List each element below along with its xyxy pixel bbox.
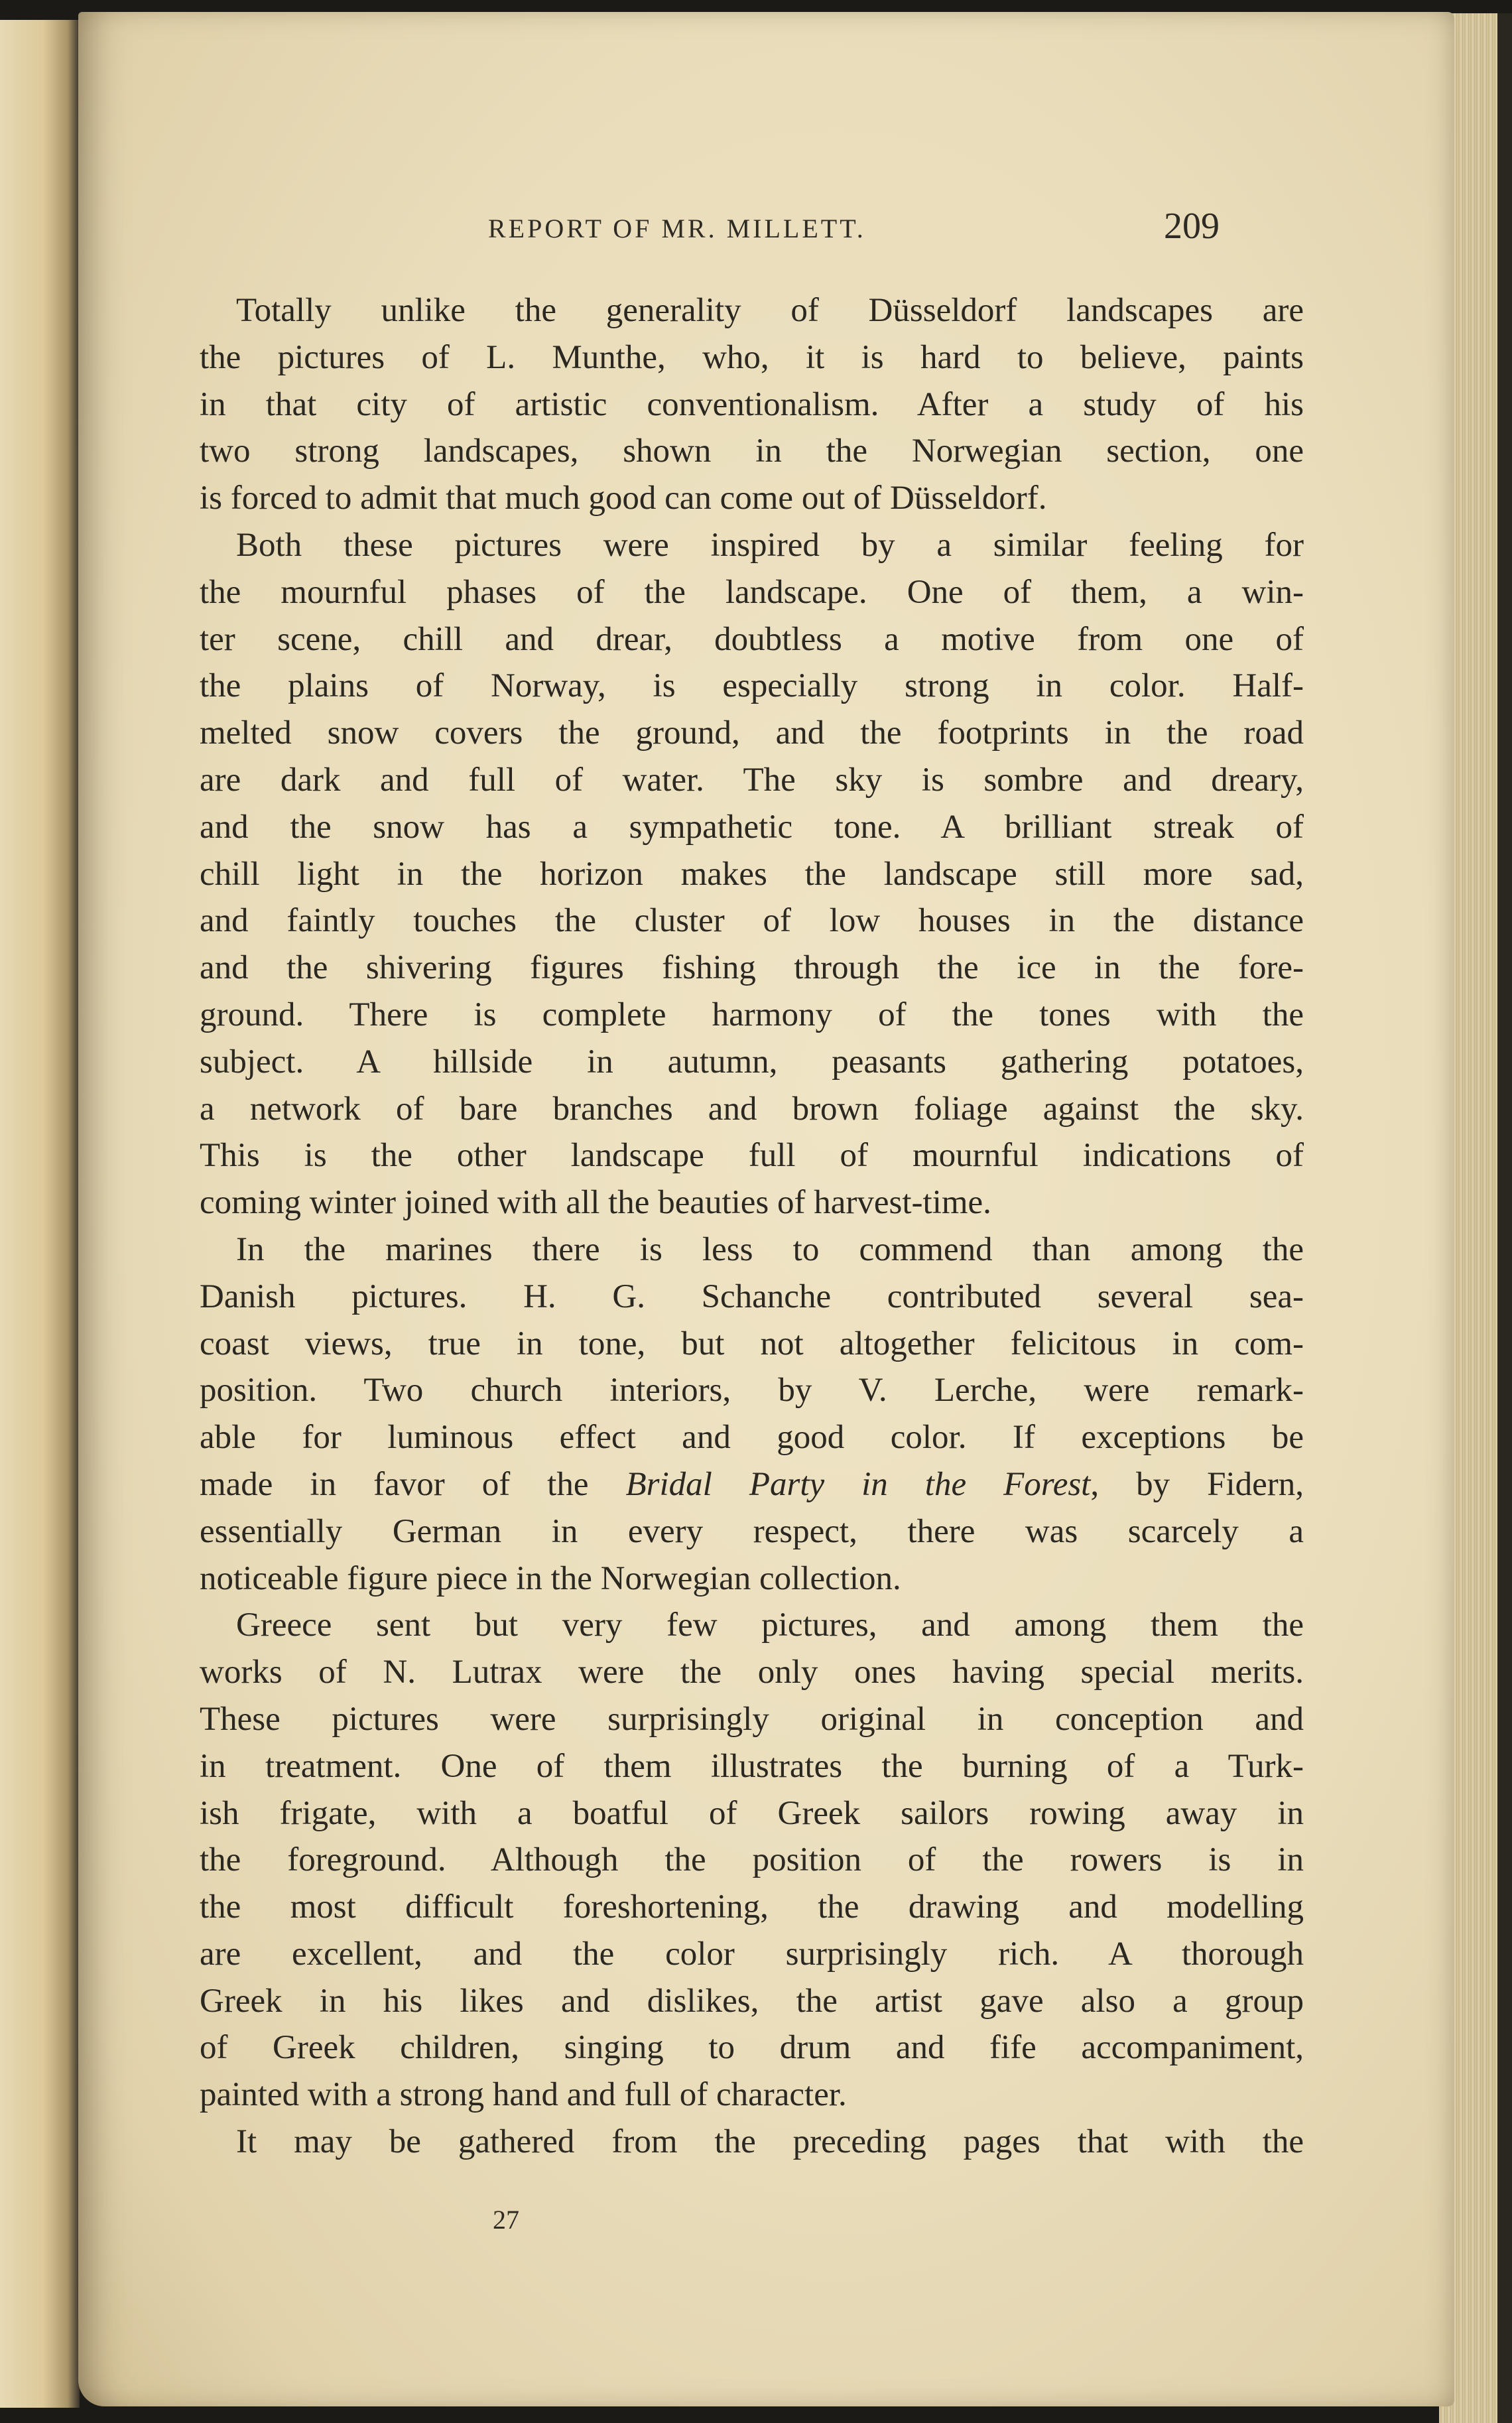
- text-line: able for luminous effect and good color. If exceptions be: [200, 1419, 1304, 1457]
- text-line: the foreground. Although the position of the rowers is in: [200, 1841, 1304, 1879]
- text-line: Both these pictures were inspired by a similar feeling for: [236, 526, 1304, 564]
- text-line: Greek in his likes and dislikes, the artist gave also a group: [200, 1982, 1304, 2020]
- text-line: the most difficult foreshortening, the drawing and modelling: [200, 1888, 1304, 1926]
- text-line: in that city of artistic conventionalism. After a study of his: [200, 385, 1304, 423]
- body-text: [200, 287, 1304, 2166]
- running-head: REPORT OF MR. MILLETT.: [488, 214, 866, 243]
- paragraph: [200, 1602, 1304, 2119]
- text-line: are dark and full of water. The sky is sombre and dreary,: [200, 761, 1304, 799]
- paragraph: [200, 287, 1304, 522]
- text-line: In the marines there is less to commend than among the: [236, 1230, 1304, 1268]
- text-line: are excellent, and the color surprisingly rich. A thorough: [200, 1935, 1304, 1973]
- text-line: coast views, true in tone, but not altogether felicitous in com-: [200, 1325, 1304, 1362]
- text-line: chill light in the horizon makes the landscape still more sad,: [200, 855, 1304, 893]
- paragraph: [200, 2119, 1304, 2166]
- text-line: two strong landscapes, shown in the Norwegian section, one: [200, 432, 1304, 470]
- book-page: [78, 12, 1454, 2406]
- text-line: Totally unlike the generality of Düsseldorf landscapes are: [236, 292, 1304, 329]
- page-number: 209: [1164, 206, 1220, 247]
- text-line: a network of bare branches and brown foliage against the sky.: [200, 1090, 1304, 1128]
- text-line: coming winter joined with all the beauties of harvest-time.: [200, 1184, 991, 1222]
- text-line: the mournful phases of the landscape. One of them, a win-: [200, 573, 1304, 611]
- text-line-with-title: [200, 1461, 1304, 1508]
- text-line: melted snow covers the ground, and the footprints in the road: [200, 714, 1304, 752]
- text-line: ter scene, chill and drear, doubtless a motive from one of: [200, 620, 1304, 658]
- text-line: position. Two church interiors, by V. Lerche, were remark-: [200, 1372, 1304, 1409]
- text-line: is forced to admit that much good can come out of Düsseldorf.: [200, 480, 1047, 517]
- text-line: works of N. Lutrax were the only ones having special merits.: [200, 1654, 1304, 1691]
- previous-page-edge: [0, 20, 80, 2408]
- text-line: and the shivering figures fishing through the ice in the fore-: [200, 949, 1304, 987]
- text-line: and the snow has a sympathetic tone. A brilliant streak of: [200, 808, 1304, 846]
- artwork-title: Bridal Party in the Forest: [625, 1465, 1091, 1503]
- text-run: made in favor of the: [200, 1465, 589, 1503]
- page-header: [78, 201, 1454, 254]
- text-line: These pictures were surprisingly original in conception and: [200, 1700, 1304, 1738]
- text-line: painted with a strong hand and full of character.: [200, 2076, 847, 2114]
- text-line: the pictures of L. Munthe, who, it is hard to believe, paints: [200, 338, 1304, 376]
- text-line: ground. There is complete harmony of the tones with the: [200, 996, 1304, 1033]
- text-line: Greece sent but very few pictures, and among them the: [236, 1606, 1304, 1644]
- paragraph: [200, 1226, 1304, 1602]
- text-line: noticeable figure piece in the Norwegian collection.: [200, 1559, 901, 1597]
- paragraph: [200, 522, 1304, 1226]
- text-line: in treatment. One of them illustrates the burning of a Turk-: [200, 1747, 1304, 1785]
- text-line: the plains of Norway, is especially strong in color. Half-: [200, 667, 1304, 705]
- text-run: , by Fidern,: [1090, 1465, 1304, 1503]
- text-line: essentially German in every respect, there was scarcely a: [200, 1512, 1304, 1550]
- text-line: of Greek children, singing to drum and fife accompaniment,: [200, 2029, 1304, 2067]
- text-line: This is the other landscape full of mournful indications of: [200, 1137, 1304, 1175]
- text-line: ish frigate, with a boatful of Greek sailors rowing away in: [200, 1794, 1304, 1832]
- text-line: subject. A hillside in autumn, peasants gathering potatoes,: [200, 1043, 1304, 1081]
- text-line: It may be gathered from the preceding pages that with the: [236, 2123, 1304, 2161]
- text-line: and faintly touches the cluster of low houses in the distance: [200, 902, 1304, 940]
- signature-mark: 27: [493, 2205, 519, 2235]
- text-line: Danish pictures. H. G. Schanche contributed several sea-: [200, 1277, 1304, 1315]
